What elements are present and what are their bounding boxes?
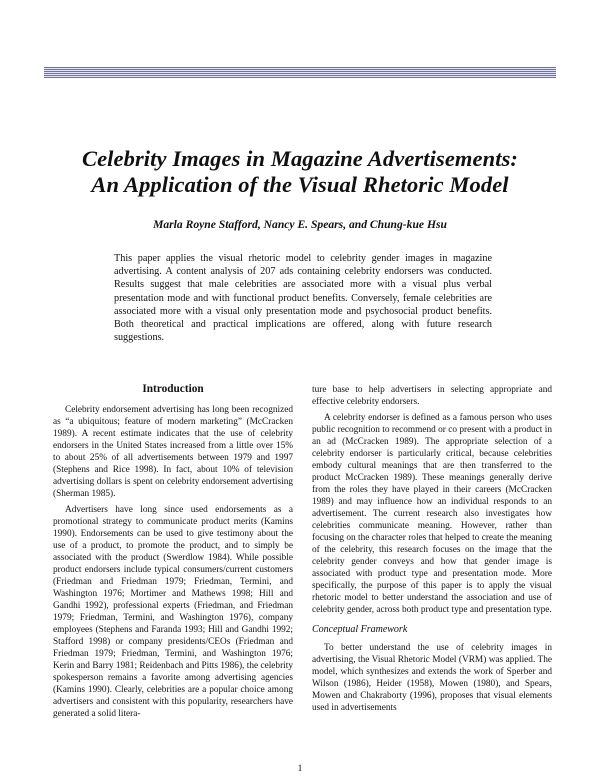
paragraph: To better understand the use of celebrity images in advertising, the Visual Rhetoric Model (VRM) was applied. The model, which synthesizes and extends the work of Sperber and Wilson (1986), Heider (1958), Mowen (1980), and Spears, Mowen and Chakraborty (1996), proposes that visual elements used in advertisements: [312, 643, 552, 714]
left-column: [53, 382, 293, 724]
abstract: This paper applies the visual rhetoric model to celebrity gender images in magazine advertising. A content analysis of 207 ads containing celebrity endorsers was conducted. Results suggest that male celebrities are associated more with a visual plus verbal presentation mode and with functional product benefits. Conversely, female celebrities are associated more with a visual only presentation mode and psychosocial product benefits. Both theoretical and practical implications are offered, along with future research suggestions.: [114, 253, 492, 344]
subsection-heading: Conceptual Framework: [312, 624, 408, 636]
title-line-2: An Application of the Visual Rhetoric Model: [91, 172, 509, 197]
header-rule: [44, 67, 556, 78]
paper-title: [20, 146, 580, 198]
paragraph: Celebrity endorsement advertising has long been recognized as “a ubiquitous; feature of modern marketing” (McCracken 1989). A recent estimate indicates that the use of celebrity endorsers in the United States increased from a little over 15% to about 25% of all advertisements between 1979 and 1997 (Stephens and Rice 1998). In fact, about 10% of television advertising dollars is spent on celebrity endorsement advertising (Sherman 1985).: [53, 405, 293, 500]
paragraph: Advertisers have long since used endorsements as a promotional strategy to communicate product merits (Kamins 1990). Endorsements can be used to give testimony about the use of a product, to promote the product, and to simply be associated with the product (Swerdlow 1984). While possible product endorsers include typical consumers/current customers (Friedman and Friedman 1979; Friedman, Termini, and Washington 1976; Mortimer and Mathews 1998; Hill and Gandhi 1992), professional experts (Friedman, and Friedman 1979; Friedman, Termini, and Washington 1976), company employees (Stephens and Faranda 1993; Hill and Gandhi 1992; Stafford 1998) or company presidents/CEOs (Friedman and Friedman 1979; Friedman, Termini, and Washington 1976; Kerin and Barry 1981; Reidenbach and Pitts 1986), the celebrity spokesperson remains a favorite among advertising agencies (Kamins 1990). Clearly, celebrities are a popular choice among advertisers and consistent with this popularity, researchers have generated a solid litera-: [53, 505, 293, 720]
author-list: Marla Royne Stafford, Nancy E. Spears, and Chung-kue Hsu: [153, 218, 447, 231]
section-heading-introduction: Introduction: [142, 383, 204, 395]
title-line-1: Celebrity Images in Magazine Advertisements:: [81, 146, 519, 171]
right-column: [312, 384, 552, 718]
paragraph: A celebrity endorser is defined as a famous person who uses public recognition to recommend or co present with a product in an ad (McCracken 1989). The appropriate selection of a celebrity endorser is particularly critical, because celebrities embody cultural meanings that are then transferred to the product McCracken 1989). These meanings generally derive from the roles they have played in their careers (McCracken 1989) and may influence how an individual responds to an advertisement. The current research also investigates how celebrities communicate meaning. However, rather than focusing on the character roles that helped to create the meaning of the celebrity, this research focuses on the image that the celebrity gender conveys and how that gender image is associated with product type and presentation mode. More specifically, the purpose of this paper is to apply the visual rhetoric model to better understand the association and use of celebrity gender, across both product type and presentation type.: [312, 413, 552, 616]
page-number: 1: [297, 764, 303, 774]
paragraph-continuation: ture base to help advertisers in selecting appropriate and effective celebrity endorsers.: [312, 385, 552, 408]
